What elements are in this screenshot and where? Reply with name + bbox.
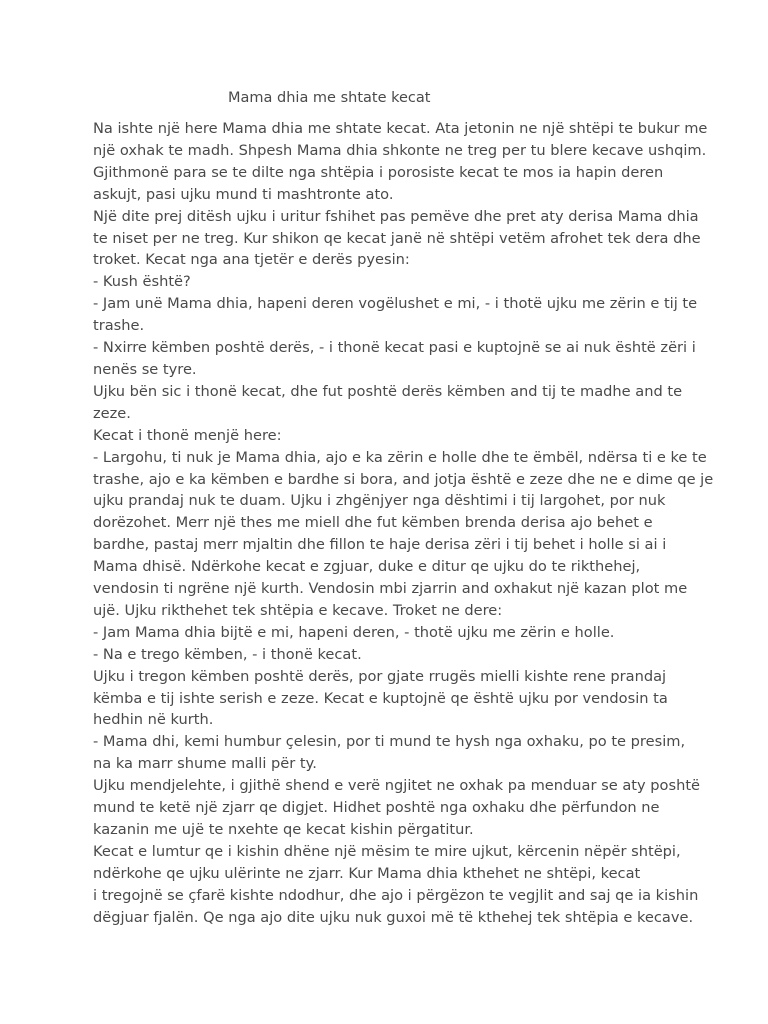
story-line: mund te ketë një zjarr qe digjet. Hidhet poshtë nga oxhaku dhe përfundon ne [93, 799, 660, 817]
story-body [93, 118, 714, 929]
document-title: Mama dhia me shtate kecat [228, 90, 431, 106]
story-line: - Kush është? [93, 273, 191, 291]
story-line: bardhe, pastaj merr mjaltin dhe fillon te haje derisa zëri i tij behet i holle si ai i [93, 536, 667, 554]
story-line: trashe, ajo e ka këmben e bardhe si bora, and jotja është e zeze dhe ne e dime qe je [93, 470, 714, 488]
story-line: Na ishte një here Mama dhia me shtate kecat. Ata jetonin ne një shtëpi te bukur me [93, 120, 708, 137]
story-line: Ujku bën sic i thonë kecat, dhe fut poshtë derës këmben and tij te madhe and te [93, 382, 683, 400]
story-line: Gjithmonë para se te dilte nga shtëpia i porosiste kecat te mos ia hapin deren [93, 163, 664, 181]
story-line: nenës se tyre. [93, 360, 197, 378]
story-line: - Jam Mama dhia bijtë e mi, hapeni deren, - thotë ujku me zërin e holle. [93, 623, 615, 641]
story-line: një oxhak te madh. Shpesh Mama dhia shkonte ne treg per tu blere kecave ushqim. [93, 141, 707, 159]
story-line: Kecat e lumtur qe i kishin dhëne një mësim te mire ujkut, kërcenin nëpër shtëpi, [93, 842, 681, 860]
story-line: - Na e trego këmben, - i thonë kecat. [93, 645, 362, 663]
story-line: ujë. Ujku rikthehet tek shtëpia e kecave. Troket ne dere: [93, 601, 503, 619]
story-line: ndërkohe qe ujku ulërinte ne zjarr. Kur Mama dhia kthehet ne shtëpi, kecat [93, 864, 641, 882]
story-line: Ujku i tregon këmben poshtë derës, por gjate rrugës mielli kishte rene prandaj [93, 667, 667, 685]
story-line: - Mama dhi, kemi humbur çelesin, por ti mund te hysh nga oxhaku, po te presim, [93, 733, 686, 751]
story-line: ujku prandaj nuk te duam. Ujku i zhgënjyer nga dështimi i tij largohet, por nuk [93, 492, 666, 510]
story-line: hedhin në kurth. [93, 711, 214, 729]
story-line: askujt, pasi ujku mund ti mashtronte ato. [93, 185, 394, 203]
story-line: zeze. [93, 404, 131, 422]
story-line: Ujku mendjelehte, i gjithë shend e verë ngjitet ne oxhak pa menduar se aty poshtë [93, 777, 701, 795]
story-line: Kecat i thonë menjë here: [93, 426, 282, 444]
story-line: - Largohu, ti nuk je Mama dhia, ajo e ka zërin e holle dhe te ëmbël, ndërsa ti e ke te [93, 448, 707, 466]
story-line: na ka marr shume malli për ty. [93, 755, 317, 773]
story-line: - Nxirre këmben poshtë derës, - i thonë kecat pasi e kuptojnë se ai nuk është zëri i [93, 339, 696, 357]
story-line: këmba e tij ishte serish e zeze. Kecat e kuptojnë qe është ujku por vendosin ta [93, 689, 668, 707]
story-line: te niset per ne treg. Kur shikon qe kecat janë në shtëpi vetëm afrohet tek dera dhe [93, 229, 701, 247]
story-line: i tregojnë se çfarë kishte ndodhur, dhe ajo i përgëzon te vegjlit and saj qe ia kishin [93, 886, 699, 904]
story-line: dëgjuar fjalën. Qe nga ajo dite ujku nuk guxoi më të kthehej tek shtëpia e kecave. [93, 908, 694, 926]
story-line: Një dite prej ditësh ujku i uritur fshihet pas pemëve dhe pret aty derisa Mama dhia [93, 207, 699, 225]
story-line: - Jam unë Mama dhia, hapeni deren vogëlushet e mi, - i thotë ujku me zërin e tij te [93, 295, 698, 313]
story-line: trashe. [93, 317, 145, 335]
story-line: kazanin me ujë te nxehte qe kecat kishin përgatitur. [93, 821, 474, 838]
story-line: dorëzohet. Merr një thes me miell dhe fut këmben brenda derisa ajo behet e [93, 514, 653, 532]
story-line: vendosin ti ngrëne një kurth. Vendosin mbi zjarrin and oxhakut një kazan plot me [93, 580, 688, 598]
story-line: troket. Kecat nga ana tjetër e derës pyesin: [93, 251, 410, 269]
story-line: Mama dhisë. Ndërkohe kecat e zgjuar, duke e ditur qe ujku do te rikthehej, [93, 558, 641, 576]
